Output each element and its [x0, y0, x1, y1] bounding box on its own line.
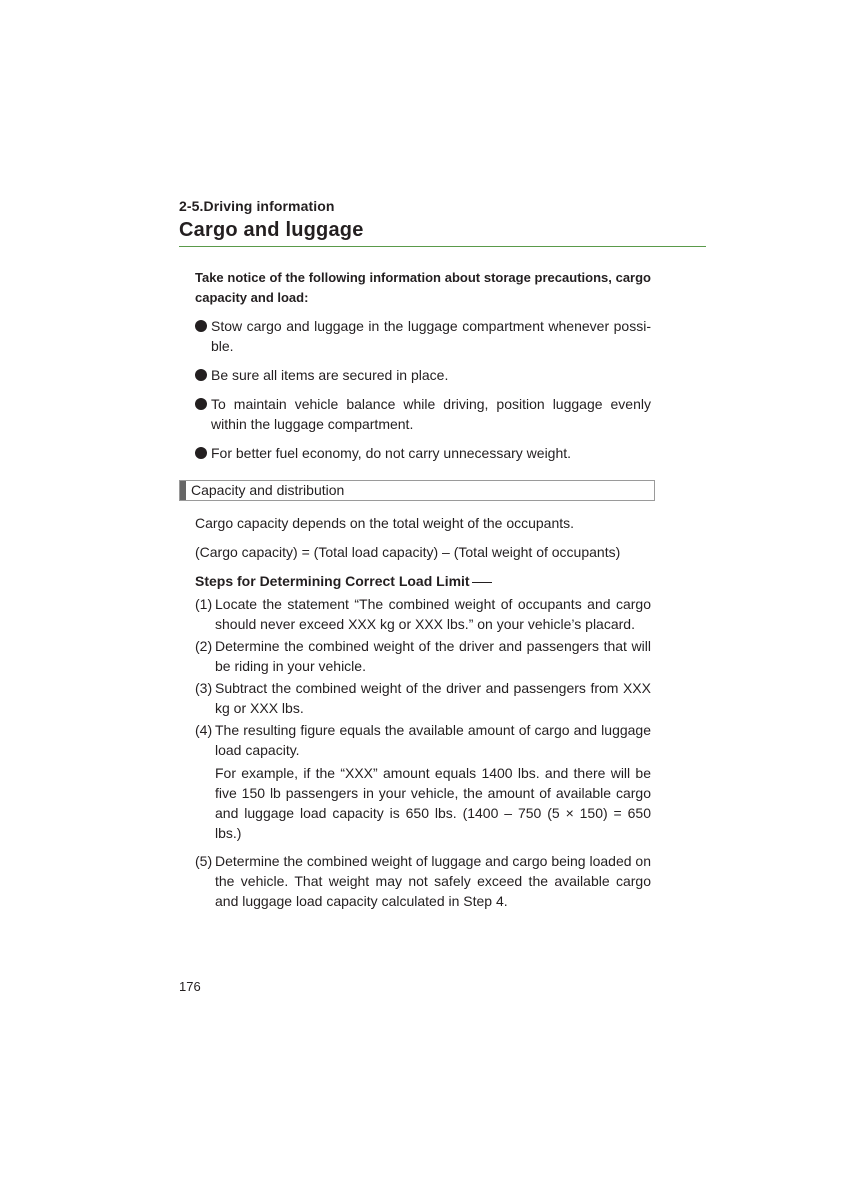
step-item — [195, 851, 651, 911]
bullet-icon — [195, 369, 207, 381]
list-item-text: For better fuel economy, do not carry unnecessary weight. — [211, 445, 572, 461]
step-example: For example, if the “XXX” amount equals 1400 lbs. and there will be five 150 lb passengers in your vehicle, the amount of available cargo and luggage load capacity is 650 lbs. (1400 – 750 (5 × 150) = 650 lbs.) — [215, 765, 651, 841]
step-item — [195, 678, 651, 718]
bullet-icon — [195, 447, 207, 459]
step-text: Determine the combined weight of the driver and passengers that will be riding in your vehicle. — [215, 638, 651, 674]
step-item — [195, 636, 651, 676]
subsection-marker — [180, 481, 186, 500]
page-title: Cargo and luggage — [179, 219, 364, 241]
step-number: (1) — [195, 596, 213, 612]
step-text: Subtract the combined weight of the driver and passengers from XXX kg or XXX lbs. — [215, 680, 651, 716]
list-item-text: To maintain vehicle balance while driving, position luggage evenly within the luggage compartment. — [211, 396, 651, 432]
list-item-text: Be sure all items are secured in place. — [211, 367, 449, 383]
bullet-icon — [195, 398, 207, 410]
step-text: The resulting figure equals the available amount of cargo and luggage load capacity. — [215, 722, 651, 758]
formula-paragraph: (Cargo capacity) = (Total load capacity) – (Total weight of occupants) — [195, 544, 621, 560]
page-number: 176 — [179, 979, 201, 994]
step-text: Determine the combined weight of luggage and cargo being loaded on the vehicle. That weight may not safely exceed the available cargo and luggage load capacity calculated in Step 4. — [215, 853, 651, 909]
paragraph: Cargo capacity depends on the total weight of the occupants. — [195, 515, 575, 531]
intro-text: Take notice of the following information about storage precautions, cargo capacity and load: — [195, 270, 651, 305]
step-text: Locate the statement “The combined weight of occupants and cargo should never exceed XXX kg or XXX lbs.” on your vehicle’s placard. — [215, 596, 651, 632]
precautions-list — [195, 316, 651, 463]
list-item — [195, 394, 651, 434]
title-rule — [179, 246, 706, 247]
steps-heading — [195, 571, 651, 591]
bullet-icon — [195, 320, 207, 332]
intro-block — [195, 268, 651, 472]
step-number: (4) — [195, 722, 213, 738]
step-number: (3) — [195, 680, 213, 696]
subsection-title: Capacity and distribution — [191, 482, 345, 498]
subsection-header — [179, 480, 655, 501]
step-number: (5) — [195, 853, 213, 869]
list-item — [195, 316, 651, 356]
capacity-block — [195, 513, 651, 913]
step-item — [195, 720, 651, 760]
section-label: 2-5.Driving information — [179, 198, 335, 214]
step-number: (2) — [195, 638, 213, 654]
list-item — [195, 365, 651, 385]
heading-dash — [472, 582, 492, 583]
list-item-text: Stow cargo and luggage in the luggage compartment whenever possi-ble. — [211, 318, 651, 354]
steps-heading-text: Steps for Determining Correct Load Limit — [195, 573, 470, 589]
list-item — [195, 443, 651, 463]
step-item — [195, 594, 651, 634]
